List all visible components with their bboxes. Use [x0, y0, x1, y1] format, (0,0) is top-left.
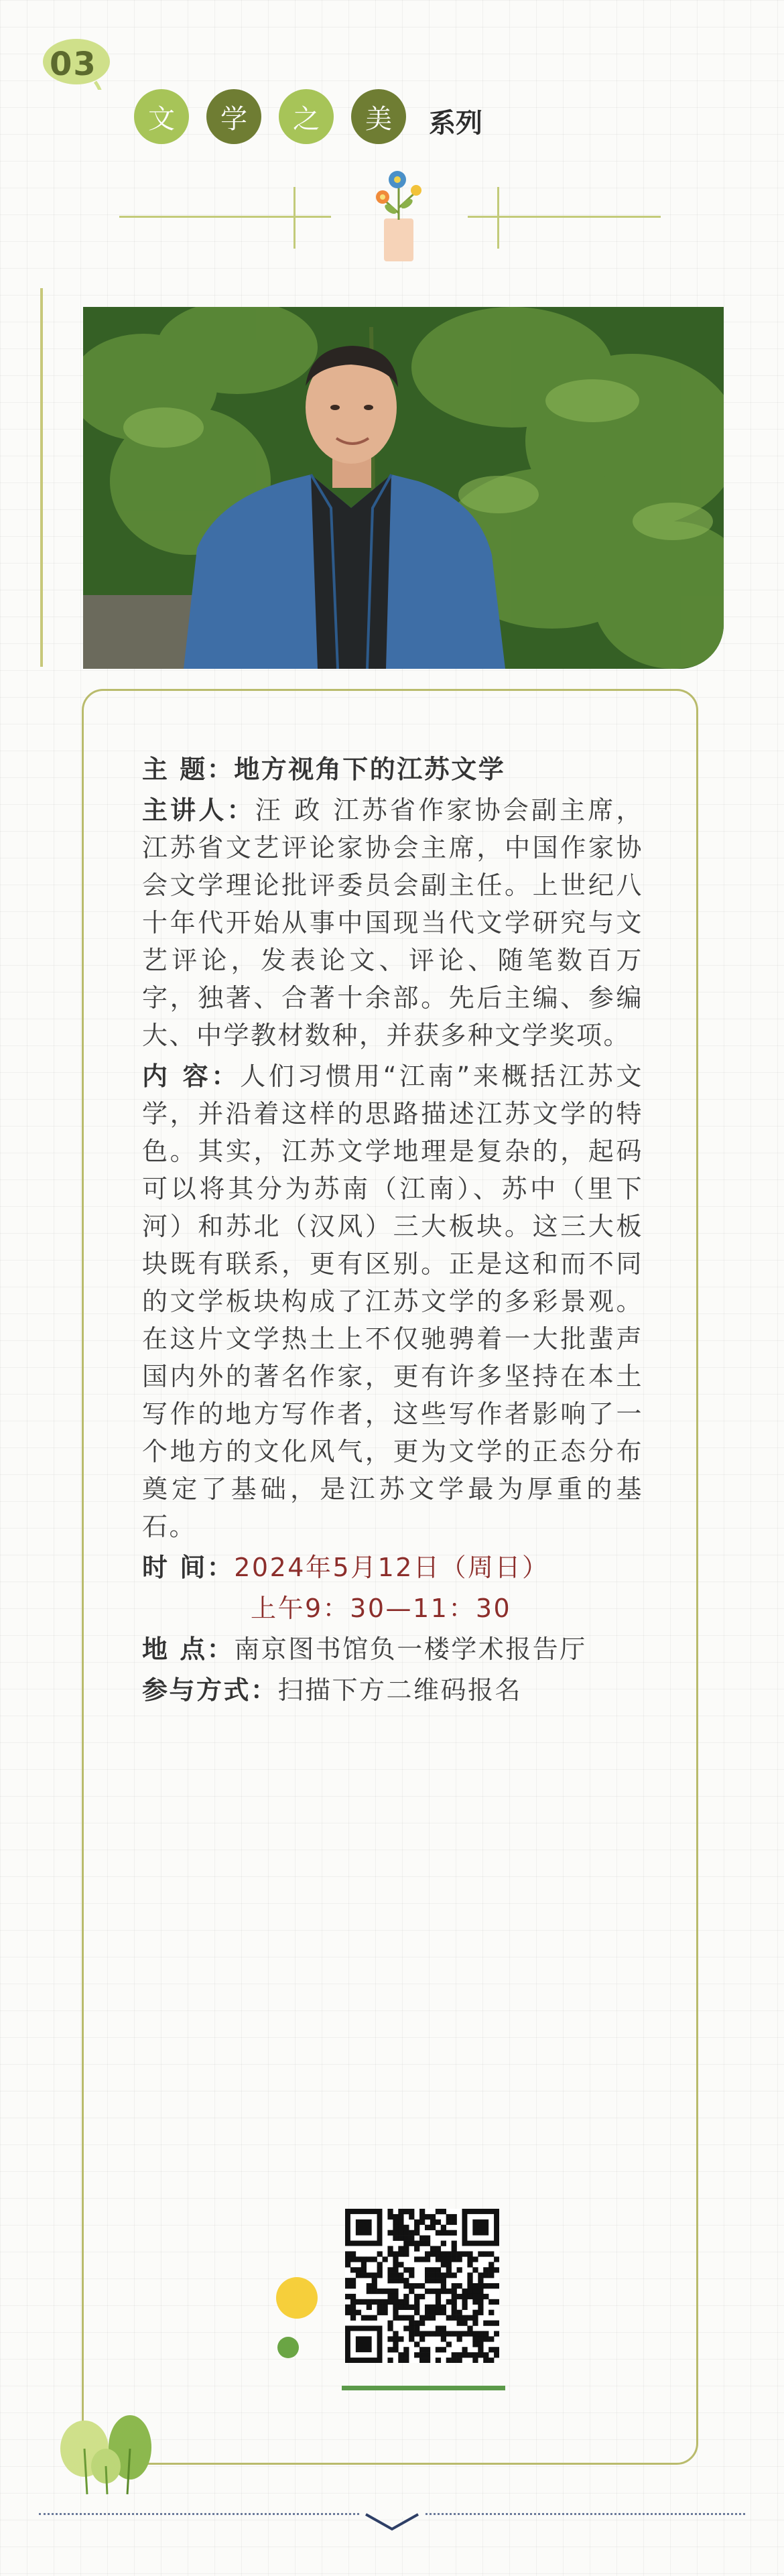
join-row — [142, 1671, 643, 1709]
divider-left-line — [119, 216, 331, 218]
flower-pot-icon — [365, 166, 430, 267]
section-number: 03 — [50, 46, 97, 83]
divider-right-tick — [497, 187, 499, 249]
series-suffix: 系列 — [429, 108, 482, 139]
place-label: 地 点： — [142, 1634, 235, 1664]
speaker-photo — [83, 307, 724, 669]
speaker-bio: 汪 政 江苏省作家协会副主席，江苏省文艺评论家协会主席，中国作家协会文学理论批评委员会副主任。上世纪八十年代开始从事中国现当代文学研究与文艺评论，发表论文、评论、随笔数百万字，独著、合著十余部。先后主编、参编大、中学教材数种，并获多种文学奖项。 — [142, 795, 643, 1050]
series-char-1: 文 — [134, 89, 189, 144]
plant-decoration-icon — [55, 2408, 189, 2496]
time-date: 2024年5月12日（周日） — [234, 1553, 549, 1582]
series-char-2: 学 — [206, 89, 261, 144]
time-hours: 上午9：30—11：30 — [251, 1594, 512, 1623]
topic-value: 地方视角下的江苏文学 — [234, 755, 506, 784]
speaker-label: 主讲人： — [142, 795, 255, 825]
series-char-3: 之 — [279, 89, 334, 144]
join-label: 参与方式： — [142, 1675, 278, 1705]
join-value: 扫描下方二维码报名 — [277, 1675, 523, 1705]
speaker-row — [142, 791, 643, 1054]
place-value: 南京图书馆负一楼学术报告厅 — [234, 1634, 587, 1664]
decorative-green-dot — [277, 2337, 299, 2358]
divider-left-tick — [293, 187, 296, 249]
time-label: 时 间： — [142, 1553, 235, 1582]
content-text: 人们习惯用“江南”来概括江苏文学，并沿着这样的思路描述江苏文学的特色。其实，江苏文学地理是复杂的，起码可以将其分为苏南（江南）、苏中（里下河）和苏北（汉风）三大板块。这三大板块既有联系，更有区别。正是这和而不同的文学板块构成了江苏文学的多彩景观。在这片文学热土上不仅驰骋着一大批蜚声国内外的著名作家，更有许多坚持在本土写作的地方写作者，这些写作者影响了一个地方的文化风气，更为文学的正态分布奠定了基础，是江苏文学最为厚重的基石。 — [142, 1061, 644, 1541]
topic-row — [142, 751, 643, 788]
decorative-yellow-dot — [276, 2277, 318, 2319]
qr-underline — [342, 2386, 505, 2390]
topic-label: 主 题： — [142, 755, 235, 784]
speaker-photo-illustration — [83, 307, 724, 669]
time-row — [142, 1549, 643, 1586]
content-row — [142, 1057, 643, 1545]
series-char-4: 美 — [351, 89, 406, 144]
place-row — [142, 1630, 643, 1668]
time-hours-row — [142, 1590, 643, 1627]
left-accent-bar — [40, 288, 43, 667]
registration-qr-code[interactable] — [345, 2209, 499, 2363]
chevron-down-icon — [361, 2510, 423, 2533]
content-label: 内 容： — [142, 1061, 241, 1091]
event-details — [142, 751, 643, 1712]
qr-code-pattern — [345, 2209, 499, 2363]
